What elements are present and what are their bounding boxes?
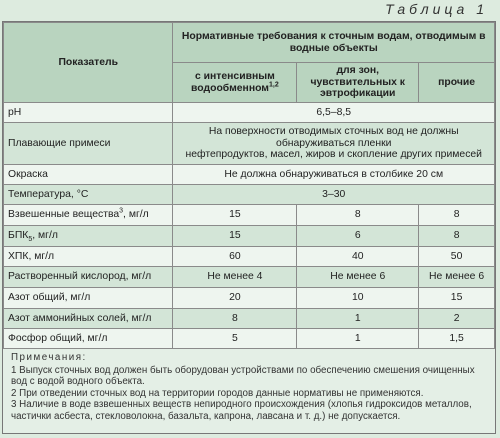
cell-intensive: 15 [173, 205, 297, 226]
cell-other: 50 [419, 247, 495, 267]
row-name-text: БПК [8, 230, 29, 242]
cell-other: 1,5 [419, 329, 495, 349]
table-row [4, 329, 495, 349]
header-col-intensive-note: 1,2 [269, 81, 279, 89]
table-row [4, 185, 495, 205]
norms-table-frame [2, 21, 496, 434]
row-name-text: Взвешенные вещества [8, 209, 120, 221]
row-value: 3–30 [173, 185, 495, 205]
cell-other: Не менее 6 [419, 267, 495, 288]
row-name: Азот общий, мг/л [4, 288, 173, 309]
cell-other: 2 [419, 309, 495, 329]
row-name: Окраска [4, 165, 173, 185]
row-name: Температура, °C [4, 185, 173, 205]
row-name: Плавающие примеси [4, 123, 173, 165]
norms-table [3, 22, 495, 349]
header-group: Нормативные требования к сточным водам, отводимым в водные объекты [173, 23, 495, 63]
cell-eutrophication: 8 [297, 205, 419, 226]
note-item: 3 Наличие в воде взвешенных веществ непиродного происхождения (хлопья гидроксидов металлов, частички асбеста, стекловолокна, базальта, капрона, лавсана и т. д.) не допускается. [11, 399, 472, 422]
row-name: Азот аммонийных солей, мг/л [4, 309, 173, 329]
table-row [4, 247, 495, 267]
table-row [4, 103, 495, 123]
table-row [4, 309, 495, 329]
cell-eutrophication: Не менее 6 [297, 267, 419, 288]
table-row [4, 226, 495, 247]
row-name: pH [4, 103, 173, 123]
row-name-unit: , мг/л [32, 230, 58, 242]
header-col-intensive-label: с интенсивным водообменном [191, 70, 275, 94]
row-name-unit: , мг/л [123, 209, 149, 221]
row-value: Не должна обнаруживаться в столбике 20 см [173, 165, 495, 185]
row-name: ХПК, мг/л [4, 247, 173, 267]
row-name: Растворенный кислород, мг/л [4, 267, 173, 288]
header-col-eutrophication: для зон, чувствительных к эвтрофикации [297, 63, 419, 103]
table-notes [11, 352, 487, 422]
table-title: Таблица 1 [385, 1, 488, 17]
notes-title: Примечания: [11, 352, 87, 363]
row-name: Фосфор общий, мг/л [4, 329, 173, 349]
row-value-line: На поверхности отводимых сточных вод не должны обнаруживаться пленки [208, 125, 459, 149]
cell-eutrophication: 40 [297, 247, 419, 267]
table-row [4, 165, 495, 185]
table-row [4, 123, 495, 165]
cell-eutrophication: 10 [297, 288, 419, 309]
note-item: 1 Выпуск сточных вод должен быть оборудован устройствами по обеспечению смешения очищенных вод с водой водного объекта. [11, 364, 475, 388]
cell-other: 15 [419, 288, 495, 309]
row-name [4, 205, 173, 226]
header-indicator: Показатель [4, 23, 173, 103]
row-value [173, 123, 495, 165]
row-name [4, 226, 173, 247]
table-row [4, 205, 495, 226]
row-name-note: 3 [119, 207, 124, 215]
cell-intensive: 60 [173, 247, 297, 267]
header-col-other: прочие [419, 63, 495, 103]
table-row [4, 288, 495, 309]
table-row [4, 267, 495, 288]
cell-intensive: 8 [173, 309, 297, 329]
cell-other: 8 [419, 205, 495, 226]
header-col-intensive [173, 63, 297, 103]
cell-intensive: Не менее 4 [173, 267, 297, 288]
cell-intensive: 5 [173, 329, 297, 349]
cell-eutrophication: 6 [297, 226, 419, 247]
row-value: 6,5–8,5 [173, 103, 495, 123]
row-value-line: нефтепродуктов, масел, жиров и скопление других примесей [185, 149, 482, 161]
note-item: 2 При отведении сточных вод на территории городов данные нормативы не применяются. [11, 387, 424, 399]
cell-eutrophication: 1 [297, 329, 419, 349]
cell-eutrophication: 1 [297, 309, 419, 329]
cell-intensive: 15 [173, 226, 297, 247]
row-name-subscript: 5 [28, 236, 33, 244]
cell-other: 8 [419, 226, 495, 247]
cell-intensive: 20 [173, 288, 297, 309]
